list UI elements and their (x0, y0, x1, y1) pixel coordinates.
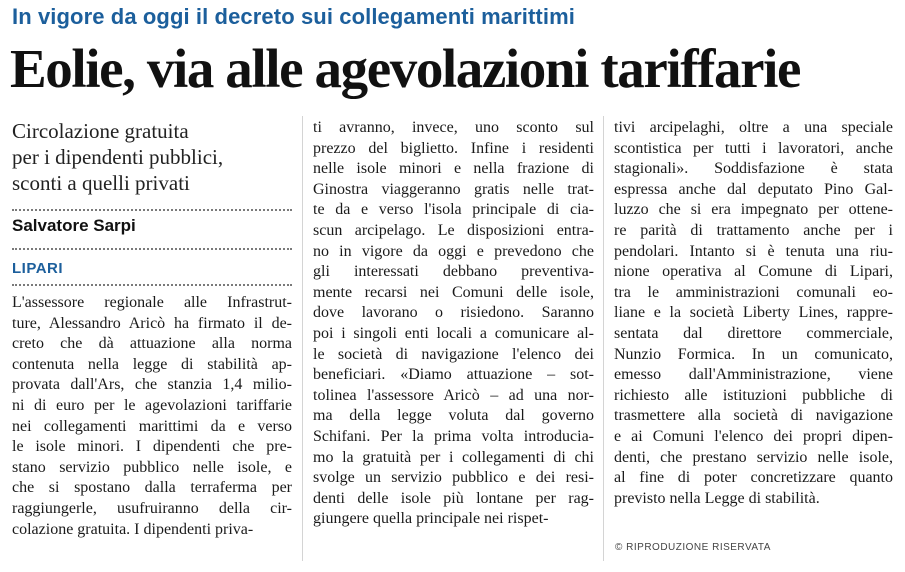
article-line: raggiungerle, usufruiranno della cir- (12, 499, 292, 517)
article-line: stagionali». Soddisfazione è stata (614, 160, 893, 178)
article-line: denti, che prestano servizio nelle isole, (614, 448, 893, 466)
article-line: provata dall'Ars, che stanzia 1,4 milio- (12, 376, 292, 394)
divider (12, 284, 292, 286)
article-line: ture, Alessandro Aricò ha firmato il de- (12, 314, 292, 332)
article-line: denti delle isole più lontane per rag- (313, 489, 594, 507)
article-line: Nunzio Formica. In un comunicato, (614, 345, 893, 363)
article-line: gli interessati debbano preventiva- (313, 263, 594, 281)
article-line: nei collegamenti marittimi da e verso (12, 417, 292, 435)
article-line: mente recarsi nei Comuni delle isole, (313, 283, 594, 301)
article-line: ma della legge voluta dal governo (313, 407, 594, 425)
article-line: pendolari. Intanto si è tenuta una riu- (614, 242, 893, 260)
dateline: LIPARI (12, 260, 64, 277)
article-line: svolge un servizio pubblico e dei resi- (313, 469, 594, 487)
article-line: re parità di trattamento anche per i (614, 221, 893, 239)
subheadline (12, 118, 297, 196)
article-line: richiesto alle istituzioni pubbliche di (614, 386, 893, 404)
article-line: ni di euro per le agevolazioni tariffarie (12, 396, 292, 414)
article-line: Ginostra viaggeranno gratis nelle trat- (313, 180, 594, 198)
article-column-1 (12, 293, 292, 540)
article-line: beneficiari. «Diamo attuazione – sot- (313, 366, 594, 384)
article-line: colazione gratuita. I dipendenti priva- (12, 520, 254, 538)
article-line: espressa anche dal deputato Pino Gal- (614, 180, 893, 198)
article-line: trasmettere alla società di navigazione (614, 407, 893, 425)
article-line: tolinea l'assessore Aricò – ad una nor- (313, 386, 594, 404)
article-line: no in vigore da oggi e prevedono che (313, 242, 594, 260)
article-column-2 (313, 118, 594, 530)
article-line: emesso dall'Amministrazione, viene (614, 366, 893, 384)
column-rule (603, 116, 604, 561)
article-line: liane e la società Liberty Lines, rappre- (614, 304, 893, 322)
subhead-line: per i dipendenti pubblici, (12, 145, 224, 169)
article-line: Schifani. Per la prima volta introducia- (313, 427, 594, 445)
author-byline: Salvatore Sarpi (12, 216, 136, 235)
divider (12, 248, 292, 250)
copyright-notice: © RIPRODUZIONE RISERVATA (615, 542, 771, 553)
headline: Eolie, via alle agevolazioni tariffarie (10, 38, 801, 99)
article-line: scun arcipelago. Le disposizioni entra- (313, 221, 594, 239)
divider (12, 209, 292, 211)
article-line: te da e verso l'isola principale di cia- (313, 201, 594, 219)
article-line: poi i singoli enti locali a comunicare al- (313, 324, 594, 342)
article-line: che si spostano dalla terraferma per (12, 479, 292, 497)
article-line: contenuta nella legge di stabilità ap- (12, 355, 292, 373)
article-line: dove lavorano o risiedono. Saranno (313, 304, 594, 322)
article-line: scontistica per tutti i lavoratori, anche (614, 139, 893, 157)
article-line: sentata dal direttore commerciale, (614, 324, 893, 342)
article-line: e ai Comuni l'elenco dei propri dipen- (614, 427, 893, 445)
article-line: nelle isole minori e nella frazione di (313, 160, 594, 178)
article-line: le società di navigazione l'elenco dei (313, 345, 594, 363)
subhead-line: sconti a quelli privati (12, 171, 190, 195)
subhead-line: Circolazione gratuita (12, 119, 189, 143)
article-line: le isole minori. I dipendenti che pre- (12, 438, 292, 456)
article-line: giungere quella principale nei rispet- (313, 510, 549, 528)
article-line: prezzo del biglietto. Infine i residenti (313, 139, 594, 157)
article-column-3 (614, 118, 893, 509)
kicker: In vigore da oggi il decreto sui collegamenti marittimi (12, 4, 575, 29)
article-line: tivi arcipelaghi, oltre a una speciale (614, 119, 893, 136)
article-line: creto che dà attuazione alla norma (12, 335, 292, 353)
article-line: nione operativa al Comune di Lipari, (614, 263, 893, 281)
article-line: stano servizio pubblico nelle isole, e (12, 458, 292, 476)
article-line: L'assessore regionale alle Infrastrut- (12, 294, 292, 311)
article-line: tra le amministrazioni comunali eo- (614, 283, 893, 301)
article-line: mo la gratuità per i collegamenti di chi (313, 448, 594, 466)
article-line: al fine di poter concretizzare quanto (614, 469, 893, 487)
column-rule (302, 116, 303, 561)
article-line: ti avranno, invece, uno sconto sul (313, 119, 594, 136)
article-line: luzzo che si era impegnato per ottene- (614, 201, 893, 219)
article-line: previsto nella Legge di stabilità. (614, 489, 820, 507)
